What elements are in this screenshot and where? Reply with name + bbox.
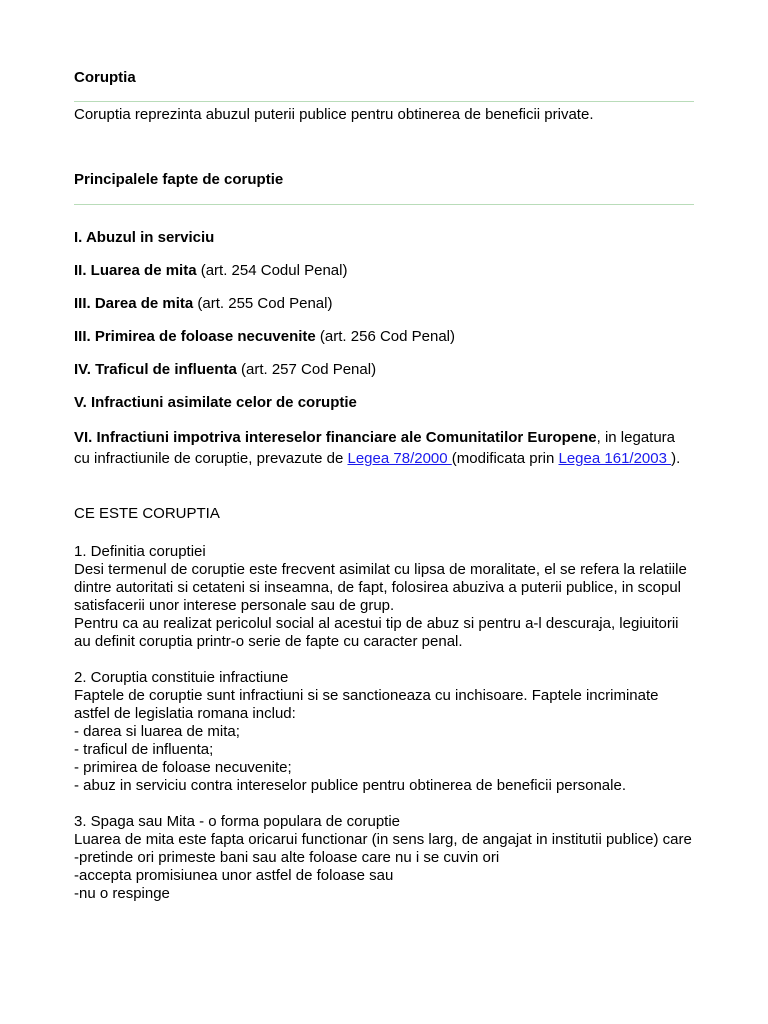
- fact-vi-bold: VI. Infractiuni impotriva intereselor financiare ale Comunitatilor Europene: [74, 429, 597, 446]
- fact-item: III. Darea de mita (art. 255 Cod Penal): [74, 295, 333, 312]
- divider: [74, 204, 694, 205]
- section-2-title: 2. Coruptia constituie infractiune: [74, 669, 289, 686]
- section-3-body: Luarea de mita este fapta oricarui functionar (in sens larg, de angajat in institutii publice) care -pretinde ori primeste bani sau alte foloase care nu i se cuvin ori -accepta promisiunea unor astfel de foloase sau -nu o respinge: [74, 831, 692, 902]
- definition-text: Coruptia reprezinta abuzul puterii publice pentru obtinerea de beneficii private.: [74, 106, 594, 123]
- fact-item: IV. Traficul de influenta (art. 257 Cod Penal): [74, 361, 377, 378]
- section-2-body: Faptele de coruptie sunt infractiuni si se sanctioneaza cu inchisoare. Faptele incriminate astfel de legislatia romana includ: - darea si luarea de mita; - traficul de influenta; - primirea de foloase necuvenite; - abuz in serviciu contra intereselor publice pentru obtinerea de beneficii personale.: [74, 687, 659, 794]
- section-1-title: 1. Definitia coruptiei: [74, 543, 206, 560]
- fact-item: II. Luarea de mita (art. 254 Codul Penal): [74, 262, 348, 279]
- section-1-body: Desi termenul de coruptie este frecvent asimilat cu lipsa de moralitate, el se refera la relatiile dintre autoritati si cetateni si inseamna, de fapt, folosirea abuziva a puterii publice, in scopul satisfacerii unor interese personale sau de grup. Pentru ca au realizat pericolul social al acestui tip de abuz si pentru a-l descuraja, legiuitorii au definit coruptia printr-o serie de fapte cu caracter penal.: [74, 561, 687, 650]
- ce-este-heading: CE ESTE CORUPTIA: [74, 505, 220, 522]
- document-title: Coruptia: [74, 69, 136, 86]
- fact-item: III. Primirea de foloase necuvenite (art. 256 Cod Penal): [74, 328, 456, 345]
- divider: [74, 101, 694, 102]
- link-legea-161-2003[interactable]: Legea 161/2003: [558, 450, 672, 467]
- fact-item: V. Infractiuni asimilate celor de coruptie: [74, 394, 357, 411]
- section-3-title: 3. Spaga sau Mita - o forma populara de coruptie: [74, 813, 401, 830]
- link-legea-78-2000[interactable]: Legea 78/2000: [347, 450, 452, 467]
- fact-item-vi: VI. Infractiuni impotriva intereselor financiare ale Comunitatilor Europene, in legatura cu infractiunile de coruptie, prevazute de Legea 78/2000 (modificata prin Legea 161/2003 ).: [74, 429, 681, 467]
- section-title: Principalele fapte de coruptie: [74, 171, 284, 188]
- fact-item: I. Abuzul in serviciu: [74, 229, 215, 246]
